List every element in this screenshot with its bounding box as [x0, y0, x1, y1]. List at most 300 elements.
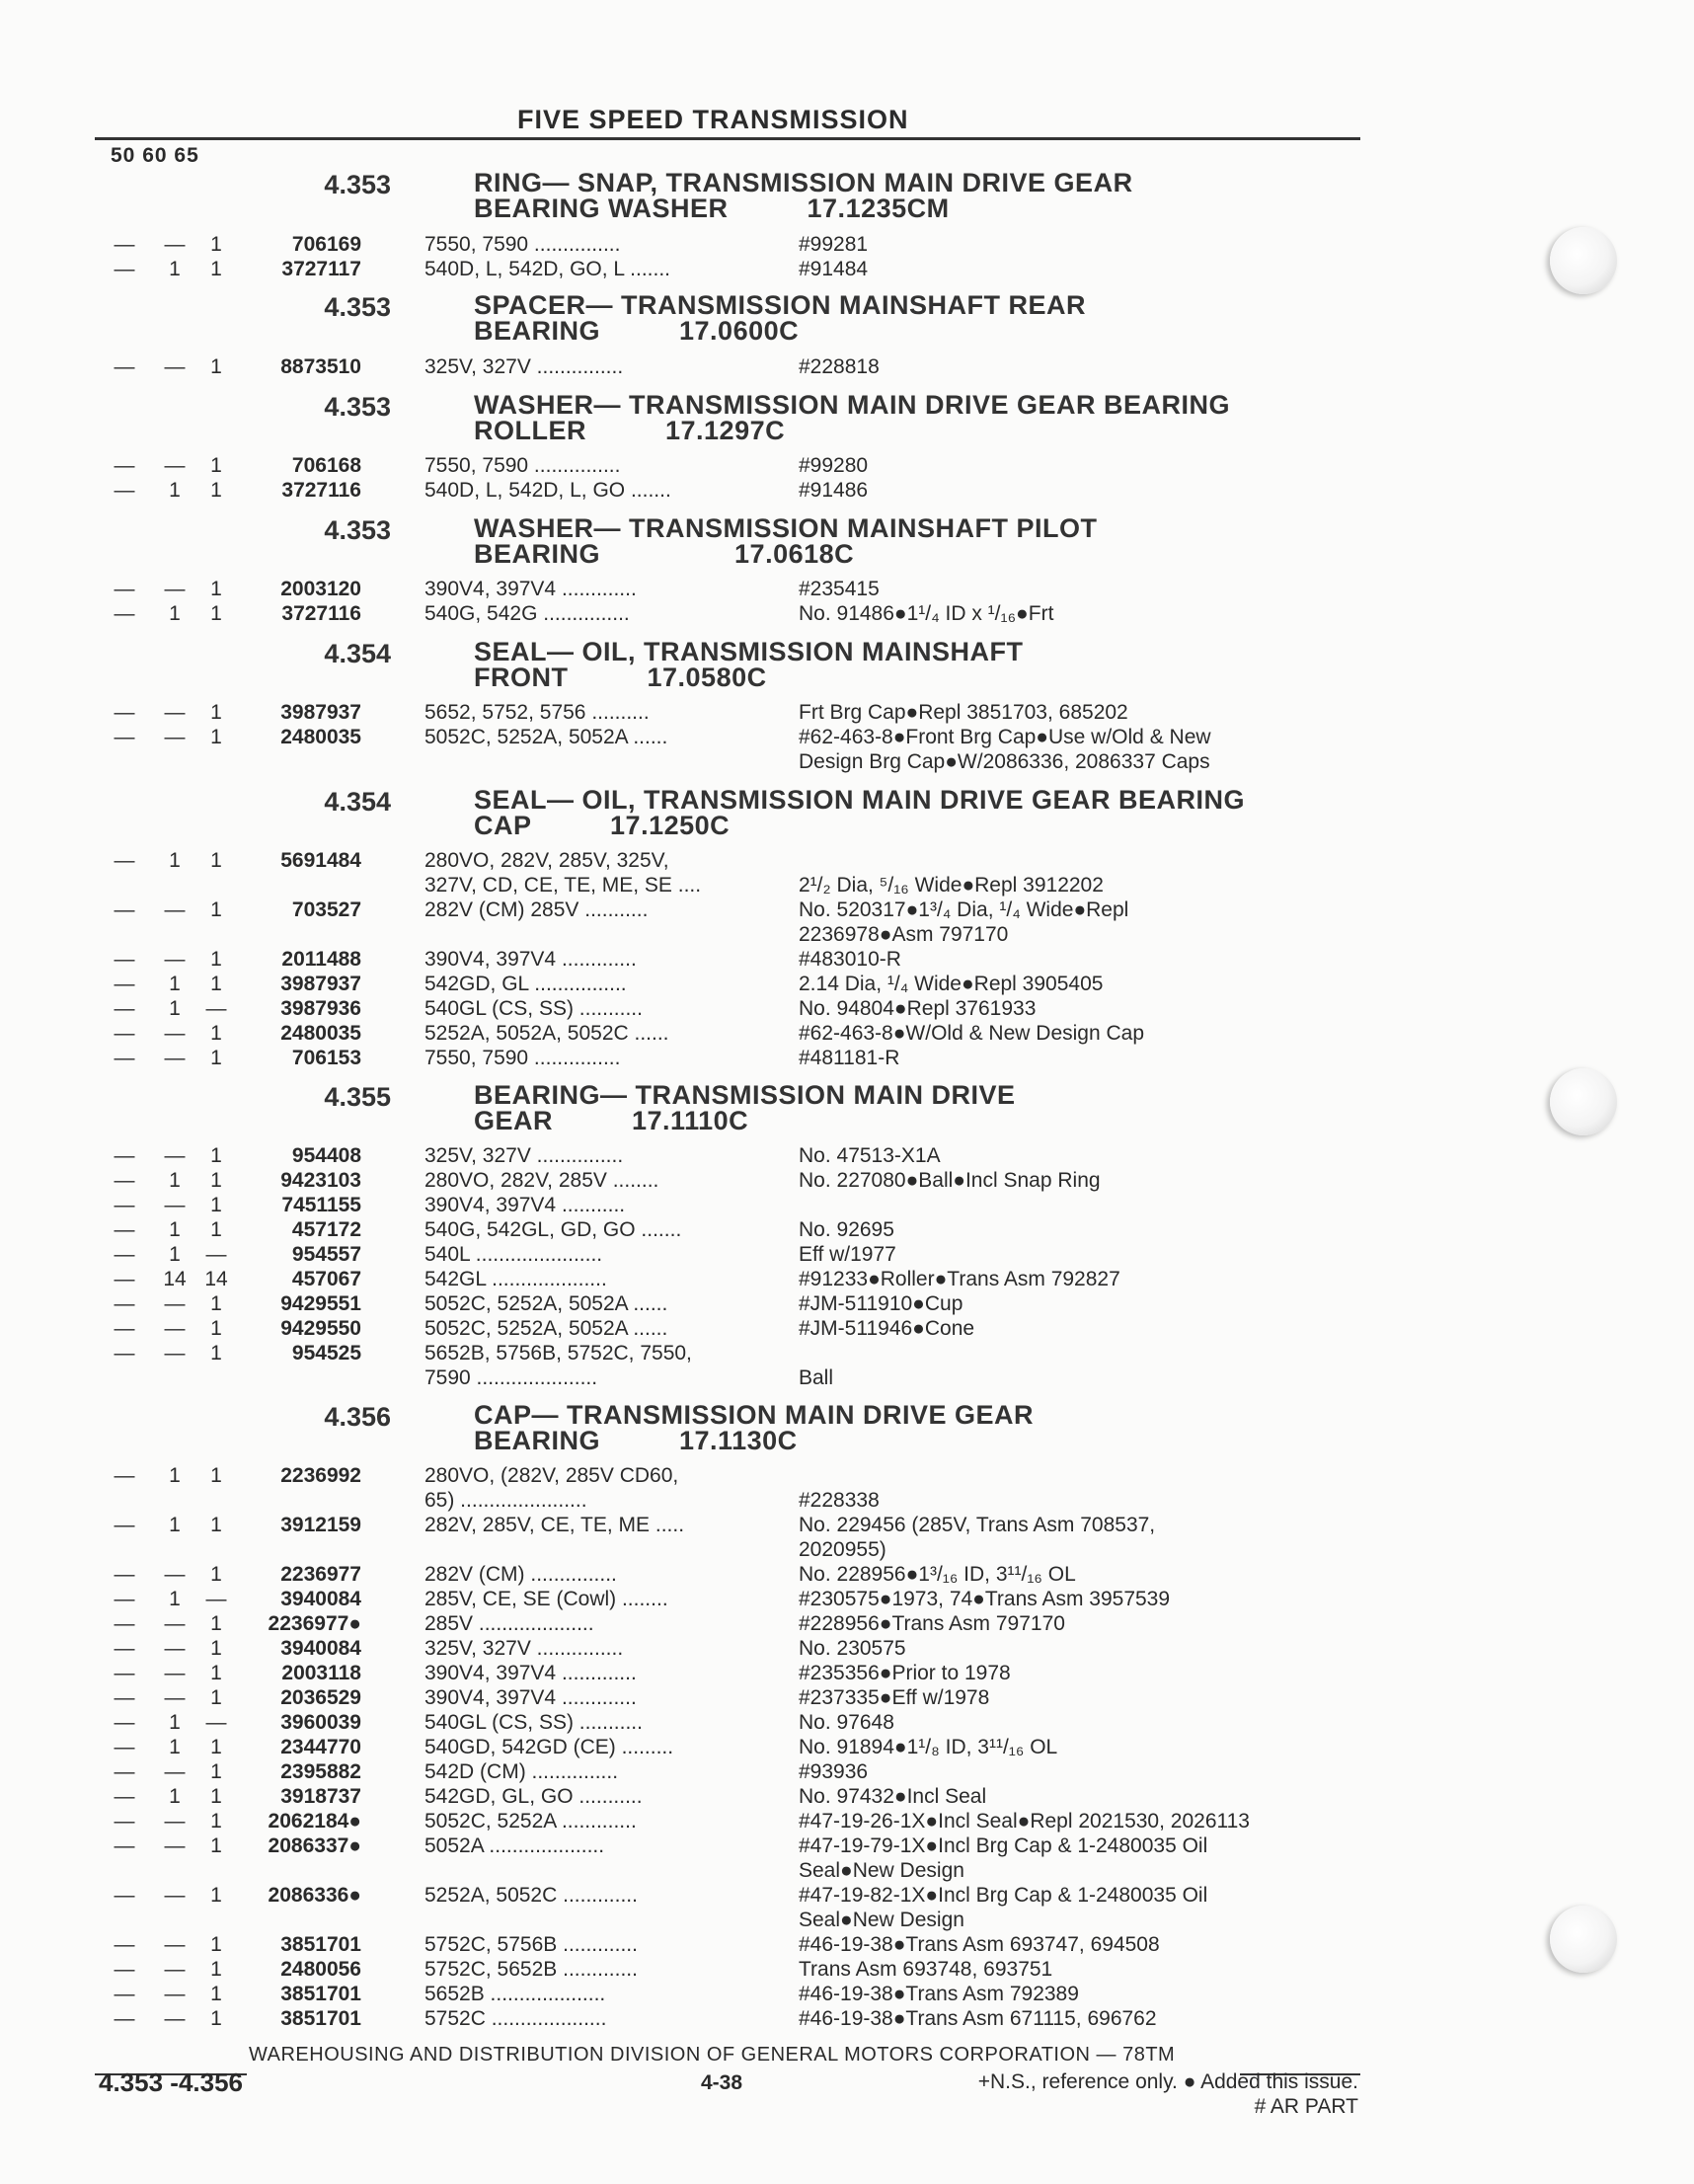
quantity-cell: —: [114, 1317, 135, 1340]
quantity-cell: —: [164, 1194, 186, 1216]
application-models: 540D, L, 542D, L, GO .......: [424, 479, 671, 502]
part-number: 3851701: [280, 1983, 361, 2005]
quantity-cell: —: [114, 973, 135, 995]
quantity-cell: 1: [210, 233, 222, 256]
quantity-cell: 1: [210, 602, 222, 625]
quantity-cell: 1: [210, 1563, 222, 1586]
quantity-cell: 1: [210, 898, 222, 921]
quantity-cell: 1: [210, 258, 222, 280]
quantity-cell: 1: [210, 1144, 222, 1167]
quantity-cell: —: [164, 1612, 186, 1635]
part-number: 2480035: [280, 726, 361, 748]
part-description: Seal●New Design: [799, 1859, 964, 1882]
quantity-cell: —: [114, 1194, 135, 1216]
quantity-cell: —: [164, 1342, 186, 1365]
application-models: 282V, 285V, CE, TE, ME .....: [424, 1514, 685, 1536]
quantity-cell: 14: [163, 1268, 187, 1290]
quantity-cell: —: [114, 602, 135, 625]
quantity-cell: —: [164, 1686, 186, 1709]
part-number: 2236992: [280, 1464, 361, 1487]
application-models: 325V, 327V ...............: [424, 1144, 624, 1167]
application-models: 5052A ....................: [424, 1834, 605, 1857]
quantity-cell: 1: [210, 1983, 222, 2005]
application-models: 542GL ....................: [424, 1268, 607, 1290]
quantity-cell: —: [114, 1144, 135, 1167]
part-number: 954525: [291, 1342, 361, 1365]
section-title-line: BEARING 17.0618C: [474, 539, 855, 569]
quantity-cell: —: [114, 233, 135, 256]
section-title-line: SPACER— TRANSMISSION MAINSHAFT REAR: [474, 290, 1087, 320]
part-description: No. 91894●1¹/₈ ID, 3¹¹/₁₆ OL: [799, 1736, 1058, 1758]
part-description: No. 91486●1¹/₄ ID x ¹/₁₆●Frt: [799, 602, 1054, 625]
application-models: 7550, 7590 ...............: [424, 233, 621, 256]
part-description: #237335●Eff w/1978: [799, 1686, 990, 1709]
application-models: 542D (CM) ...............: [424, 1760, 619, 1783]
quantity-cell: —: [114, 849, 135, 872]
quantity-cell: —: [164, 1958, 186, 1981]
section-title-line: SEAL— OIL, TRANSMISSION MAINSHAFT: [474, 637, 1024, 666]
quantity-cell: 1: [210, 1637, 222, 1660]
part-description: #483010-R: [799, 948, 901, 971]
application-models: 540G, 542GL, GD, GO .......: [424, 1218, 682, 1241]
application-models: 390V4, 397V4 .............: [424, 1662, 637, 1684]
section-title-line: CAP 17.1250C: [474, 811, 731, 840]
quantity-cell: 1: [210, 1785, 222, 1808]
part-number: 2480056: [280, 1958, 361, 1981]
part-description: #230575●1973, 74●Trans Asm 3957539: [799, 1588, 1171, 1610]
part-description: No. 520317●1³/₄ Dia, ¹/₄ Wide●Repl: [799, 898, 1129, 921]
quantity-cell: 1: [210, 1884, 222, 1907]
quantity-cell: 1: [210, 1292, 222, 1315]
quantity-cell: —: [114, 578, 135, 600]
section-title-line: WASHER— TRANSMISSION MAINSHAFT PILOT: [474, 513, 1098, 543]
header-rule: [95, 137, 1360, 140]
section-title-line: BEARING 17.0600C: [474, 316, 800, 346]
part-description: No. 97432●Incl Seal: [799, 1785, 987, 1808]
application-models: 282V (CM) 285V ...........: [424, 898, 649, 921]
application-models: 542GD, GL, GO ...........: [424, 1785, 643, 1808]
application-models: 5752C, 5756B .............: [424, 1933, 638, 1956]
quantity-cell: —: [114, 1983, 135, 2005]
part-description: #46-19-38●Trans Asm 792389: [799, 1983, 1079, 2005]
section-number: 4.355: [324, 1082, 391, 1112]
part-description: #47-19-26-1X●Incl Seal●Repl 2021530, 2026113: [799, 1810, 1250, 1833]
part-description: Ball: [799, 1366, 834, 1389]
part-description: #62-463-8●Front Brg Cap●Use w/Old & New: [799, 726, 1211, 748]
application-models: 5052C, 5252A, 5052A ......: [424, 1292, 668, 1315]
section-title-line: BEARING WASHER 17.1235CM: [474, 194, 950, 223]
quantity-cell: —: [164, 898, 186, 921]
quantity-cell: —: [114, 454, 135, 477]
part-description: #JM-511910●Cup: [799, 1292, 963, 1315]
quantity-cell: 1: [210, 948, 222, 971]
application-models: 5252A, 5052C .............: [424, 1884, 638, 1907]
application-models: 5652B, 5756B, 5752C, 7550,: [424, 1342, 692, 1365]
quantity-cell: —: [164, 2007, 186, 2030]
quantity-cell: 1: [210, 1760, 222, 1783]
quantity-cell: 1: [210, 726, 222, 748]
application-models: 285V ....................: [424, 1612, 594, 1635]
quantity-cell: —: [164, 454, 186, 477]
part-description: #228818: [799, 355, 880, 378]
part-number: 2480035: [280, 1022, 361, 1045]
application-models: 540G, 542G ...............: [424, 602, 630, 625]
application-models: 280VO, 282V, 285V, 325V,: [424, 849, 669, 872]
part-number: 7451155: [281, 1194, 361, 1216]
quantity-cell: 1: [210, 1662, 222, 1684]
quantity-cell: 1: [210, 1612, 222, 1635]
quantity-cell: —: [114, 1884, 135, 1907]
part-number: 706153: [291, 1047, 361, 1069]
application-models: 5052C, 5252A, 5052A ......: [424, 1317, 668, 1340]
quantity-cell: 1: [210, 1218, 222, 1241]
quantity-cell: —: [114, 1612, 135, 1635]
quantity-cell: —: [114, 1218, 135, 1241]
part-description: No. 47513-X1A: [799, 1144, 941, 1167]
quantity-cell: —: [114, 997, 135, 1020]
quantity-cell: —: [114, 1637, 135, 1660]
section-title-line: GEAR 17.1110C: [474, 1106, 749, 1135]
quantity-cell: 1: [210, 1686, 222, 1709]
part-description: #JM-511946●Cone: [799, 1317, 975, 1340]
quantity-cell: —: [114, 1760, 135, 1783]
part-description: No. 94804●Repl 3761933: [799, 997, 1037, 1020]
quantity-cell: 1: [169, 1218, 181, 1241]
application-models: 7550, 7590 ...............: [424, 454, 621, 477]
quantity-cell: —: [114, 258, 135, 280]
application-models: 390V4, 397V4 .............: [424, 1686, 637, 1709]
quantity-cell: 1: [210, 1514, 222, 1536]
part-number: 2344770: [280, 1736, 361, 1758]
quantity-cell: —: [114, 1933, 135, 1956]
quantity-cell: —: [114, 1785, 135, 1808]
application-models: 5652, 5752, 5756 ..........: [424, 701, 650, 724]
quantity-cell: —: [114, 1588, 135, 1610]
binder-hole: [1550, 1068, 1617, 1135]
part-number: 3987937: [280, 973, 361, 995]
application-models: 5252A, 5052A, 5052C ......: [424, 1022, 669, 1045]
quantity-cell: —: [114, 1342, 135, 1365]
part-number: 457172: [291, 1218, 361, 1241]
quantity-cell: 1: [210, 1022, 222, 1045]
quantity-cell: —: [114, 1686, 135, 1709]
application-models: 390V4, 397V4 ...........: [424, 1194, 626, 1216]
part-description: No. 228956●1³/₁₆ ID, 3¹¹/₁₆ OL: [799, 1563, 1076, 1586]
application-models: 5752C ....................: [424, 2007, 607, 2030]
quantity-cell: 1: [210, 1342, 222, 1365]
quantity-cell: 1: [210, 1317, 222, 1340]
quantity-cell: —: [164, 1047, 186, 1069]
section-number: 4.354: [324, 639, 391, 668]
section-title-line: BEARING— TRANSMISSION MAIN DRIVE: [474, 1080, 1016, 1110]
part-number: 3940084: [280, 1588, 361, 1610]
application-models: 390V4, 397V4 .............: [424, 948, 637, 971]
part-description: No. 229456 (285V, Trans Asm 708537,: [799, 1514, 1156, 1536]
part-number: 2003120: [280, 578, 361, 600]
quantity-cell: 1: [210, 2007, 222, 2030]
part-description: #47-19-82-1X●Incl Brg Cap & 1-2480035 Oil: [799, 1884, 1208, 1907]
part-number: 3918737: [280, 1785, 361, 1808]
application-models: 542GD, GL ................: [424, 973, 627, 995]
part-number: 3851701: [280, 2007, 361, 2030]
part-number: 3987936: [280, 997, 361, 1020]
quantity-cell: —: [164, 233, 186, 256]
section-title-line: CAP— TRANSMISSION MAIN DRIVE GEAR: [474, 1400, 1035, 1430]
quantity-cell: —: [164, 1933, 186, 1956]
application-models: 282V (CM) ...............: [424, 1563, 617, 1586]
quantity-cell: 1: [169, 1243, 181, 1266]
page-number: 4-38: [701, 2071, 743, 2094]
part-number: 2086337●: [268, 1834, 361, 1857]
part-description: #62-463-8●W/Old & New Design Cap: [799, 1022, 1145, 1045]
quantity-cell: 1: [210, 1810, 222, 1833]
part-number: 2236977●: [268, 1612, 361, 1635]
part-description: #93936: [799, 1760, 869, 1783]
footer-division-text: WAREHOUSING AND DISTRIBUTION DIVISION OF GENERAL MOTORS CORPORATION — 78TM: [249, 2044, 1176, 2066]
quantity-cell: —: [205, 997, 227, 1020]
application-models: 280VO, 282V, 285V ........: [424, 1169, 659, 1192]
quantity-cell: 1: [169, 1514, 181, 1536]
part-number: 3960039: [280, 1711, 361, 1734]
application-models: 540GL (CS, SS) ...........: [424, 997, 643, 1020]
page-title: FIVE SPEED TRANSMISSION: [517, 105, 909, 134]
quantity-cell: —: [114, 1514, 135, 1536]
quantity-cell: 1: [210, 355, 222, 378]
part-number: 2395882: [280, 1760, 361, 1783]
part-description: 2.14 Dia, ¹/₄ Wide●Repl 3905405: [799, 973, 1104, 995]
part-description: #46-19-38●Trans Asm 671115, 696762: [799, 2007, 1157, 2030]
part-description: #235356●Prior to 1978: [799, 1662, 1011, 1684]
section-title-line: SEAL— OIL, TRANSMISSION MAIN DRIVE GEAR BEARING: [474, 785, 1246, 815]
quantity-cell: —: [205, 1711, 227, 1734]
quantity-cell: —: [114, 1711, 135, 1734]
quantity-cell: 1: [169, 602, 181, 625]
binder-hole: [1550, 1906, 1617, 1973]
section-number: 4.353: [324, 292, 391, 322]
part-description: Frt Brg Cap●Repl 3851703, 685202: [799, 701, 1128, 724]
quantity-cell: —: [114, 1243, 135, 1266]
quantity-cell: —: [164, 1292, 186, 1315]
section-number: 4.353: [324, 515, 391, 545]
quantity-cell: 1: [210, 973, 222, 995]
section-title-line: WASHER— TRANSMISSION MAIN DRIVE GEAR BEARING: [474, 390, 1231, 420]
section-number: 4.353: [324, 170, 391, 199]
quantity-cell: 1: [210, 454, 222, 477]
quantity-cell: 1: [210, 1736, 222, 1758]
application-models: 5052C, 5252A, 5052A ......: [424, 726, 668, 748]
part-description: No. 97648: [799, 1711, 894, 1734]
quantity-cell: —: [164, 1983, 186, 2005]
section-number: 4.354: [324, 787, 391, 817]
quantity-cell: —: [114, 1268, 135, 1290]
part-number: 703527: [291, 898, 361, 921]
quantity-cell: 1: [169, 258, 181, 280]
part-description: #91484: [799, 258, 869, 280]
quantity-cell: —: [114, 2007, 135, 2030]
application-models: 7550, 7590 ...............: [424, 1047, 621, 1069]
quantity-cell: 1: [169, 1785, 181, 1808]
part-description: #481181-R: [799, 1047, 900, 1069]
quantity-cell: 1: [169, 1736, 181, 1758]
quantity-cell: —: [205, 1588, 227, 1610]
part-description: Seal●New Design: [799, 1909, 964, 1931]
part-description: Trans Asm 693748, 693751: [799, 1958, 1053, 1981]
quantity-cell: —: [164, 1144, 186, 1167]
part-description: No. 92695: [799, 1218, 894, 1241]
part-number: 2062184●: [268, 1810, 361, 1833]
section-title-line: RING— SNAP, TRANSMISSION MAIN DRIVE GEAR: [474, 168, 1133, 197]
part-number: 3912159: [280, 1514, 361, 1536]
part-description: #46-19-38●Trans Asm 693747, 694508: [799, 1933, 1160, 1956]
application-models: 285V, CE, SE (Cowl) ........: [424, 1588, 668, 1610]
application-models: 390V4, 397V4 .............: [424, 578, 637, 600]
section-range: 4.353 -4.356: [99, 2067, 244, 2097]
part-description: #91486: [799, 479, 869, 502]
part-description: No. 230575: [799, 1637, 906, 1660]
part-description: #99280: [799, 454, 869, 477]
quantity-cell: —: [114, 898, 135, 921]
quantity-cell: —: [114, 1292, 135, 1315]
application-models: 540GL (CS, SS) ...........: [424, 1711, 643, 1734]
quantity-cell: —: [114, 1563, 135, 1586]
application-models: 540L ......................: [424, 1243, 603, 1266]
application-models: 325V, 327V ...............: [424, 1637, 624, 1660]
part-number: 2003118: [281, 1662, 361, 1684]
quantity-cell: —: [164, 1637, 186, 1660]
part-number: 954557: [291, 1243, 361, 1266]
application-models: 280VO, (282V, 285V CD60,: [424, 1464, 679, 1487]
legend-note: +N.S., reference only. ● Added this issue.: [977, 2070, 1358, 2093]
part-number: 2011488: [281, 948, 361, 971]
quantity-cell: —: [114, 1022, 135, 1045]
quantity-cell: 1: [210, 1464, 222, 1487]
quantity-cell: 14: [204, 1268, 228, 1290]
part-number: 3727117: [281, 258, 361, 280]
section-title-line: BEARING 17.1130C: [474, 1426, 798, 1455]
part-number: 3727116: [281, 602, 361, 625]
quantity-cell: 1: [169, 1464, 181, 1487]
part-description: #47-19-79-1X●Incl Brg Cap & 1-2480035 Oil: [799, 1834, 1208, 1857]
part-description: #228338: [799, 1489, 880, 1512]
quantity-cell: 1: [169, 997, 181, 1020]
part-description: Eff w/1977: [799, 1243, 896, 1266]
quantity-cell: —: [114, 1169, 135, 1192]
application-models: 7590 .....................: [424, 1366, 598, 1389]
part-number: 9423103: [280, 1169, 361, 1192]
quantity-cell: —: [114, 1662, 135, 1684]
part-number: 8873510: [280, 355, 361, 378]
quantity-cell: —: [114, 1834, 135, 1857]
application-models: 65) ......................: [424, 1489, 587, 1512]
quantity-cell: —: [164, 1317, 186, 1340]
part-number: 706168: [291, 454, 361, 477]
part-number: 5691484: [280, 849, 361, 872]
application-models: 325V, 327V ...............: [424, 355, 624, 378]
quantity-cell: 1: [210, 1834, 222, 1857]
application-models: 5052C, 5252A .............: [424, 1810, 637, 1833]
quantity-cell: 1: [210, 1169, 222, 1192]
part-number: 2236977: [280, 1563, 361, 1586]
part-description: #235415: [799, 578, 880, 600]
section-number: 4.356: [324, 1402, 391, 1432]
quantity-cell: —: [114, 948, 135, 971]
quantity-cell: 1: [210, 1194, 222, 1216]
part-number: 457067: [291, 1268, 361, 1290]
quantity-cell: —: [164, 1022, 186, 1045]
section-title-line: ROLLER 17.1297C: [474, 416, 786, 445]
binder-hole: [1550, 227, 1617, 294]
quantity-cell: —: [164, 701, 186, 724]
application-models: 540GD, 542GD (CE) .........: [424, 1736, 674, 1758]
quantity-cell: —: [164, 726, 186, 748]
quantity-cell: —: [164, 1662, 186, 1684]
application-models: 540D, L, 542D, GO, L .......: [424, 258, 671, 280]
part-number: 706169: [291, 233, 361, 256]
quantity-cell: —: [114, 701, 135, 724]
part-number: 3851701: [280, 1933, 361, 1956]
part-number: 3727116: [281, 479, 361, 502]
quantity-cell: —: [114, 479, 135, 502]
quantity-cell: 1: [169, 479, 181, 502]
part-description: #228956●Trans Asm 797170: [799, 1612, 1065, 1635]
quantity-cell: 1: [210, 479, 222, 502]
quantity-cell: —: [164, 1884, 186, 1907]
quantity-cell: —: [164, 578, 186, 600]
quantity-cell: 1: [169, 849, 181, 872]
quantity-cell: —: [114, 1464, 135, 1487]
application-models: 327V, CD, CE, TE, ME, SE ....: [424, 874, 702, 897]
quantity-cell: 1: [210, 849, 222, 872]
section-number: 4.353: [324, 392, 391, 422]
quantity-cell: —: [205, 1243, 227, 1266]
part-number: 2036529: [280, 1686, 361, 1709]
quantity-cell: 1: [210, 701, 222, 724]
quantity-cell: —: [164, 1834, 186, 1857]
part-number: 3987937: [280, 701, 361, 724]
application-models: 5752C, 5652B .............: [424, 1958, 638, 1981]
quantity-cell: —: [114, 1736, 135, 1758]
part-number: 3940084: [280, 1637, 361, 1660]
part-description: Design Brg Cap●W/2086336, 2086337 Caps: [799, 750, 1210, 773]
legend-note-ar: # AR PART: [1254, 2095, 1358, 2118]
part-description: 2236978●Asm 797170: [799, 923, 1009, 946]
part-description: #91233●Roller●Trans Asm 792827: [799, 1268, 1120, 1290]
part-number: 954408: [291, 1144, 361, 1167]
model-columns-header: 50 60 65: [111, 144, 199, 167]
quantity-cell: —: [114, 726, 135, 748]
quantity-cell: —: [114, 1958, 135, 1981]
part-number: 9429551: [280, 1292, 361, 1315]
section-title-line: FRONT 17.0580C: [474, 663, 767, 692]
quantity-cell: —: [114, 1047, 135, 1069]
quantity-cell: 1: [169, 973, 181, 995]
quantity-cell: —: [164, 1760, 186, 1783]
quantity-cell: 1: [210, 1933, 222, 1956]
quantity-cell: 1: [210, 1958, 222, 1981]
quantity-cell: 1: [169, 1588, 181, 1610]
quantity-cell: —: [114, 1810, 135, 1833]
quantity-cell: —: [164, 1563, 186, 1586]
quantity-cell: 1: [210, 578, 222, 600]
quantity-cell: 1: [169, 1169, 181, 1192]
quantity-cell: —: [114, 355, 135, 378]
quantity-cell: —: [164, 948, 186, 971]
quantity-cell: 1: [169, 1711, 181, 1734]
quantity-cell: —: [164, 355, 186, 378]
quantity-cell: 1: [210, 1047, 222, 1069]
quantity-cell: —: [164, 1810, 186, 1833]
part-description: No. 227080●Ball●Incl Snap Ring: [799, 1169, 1101, 1192]
